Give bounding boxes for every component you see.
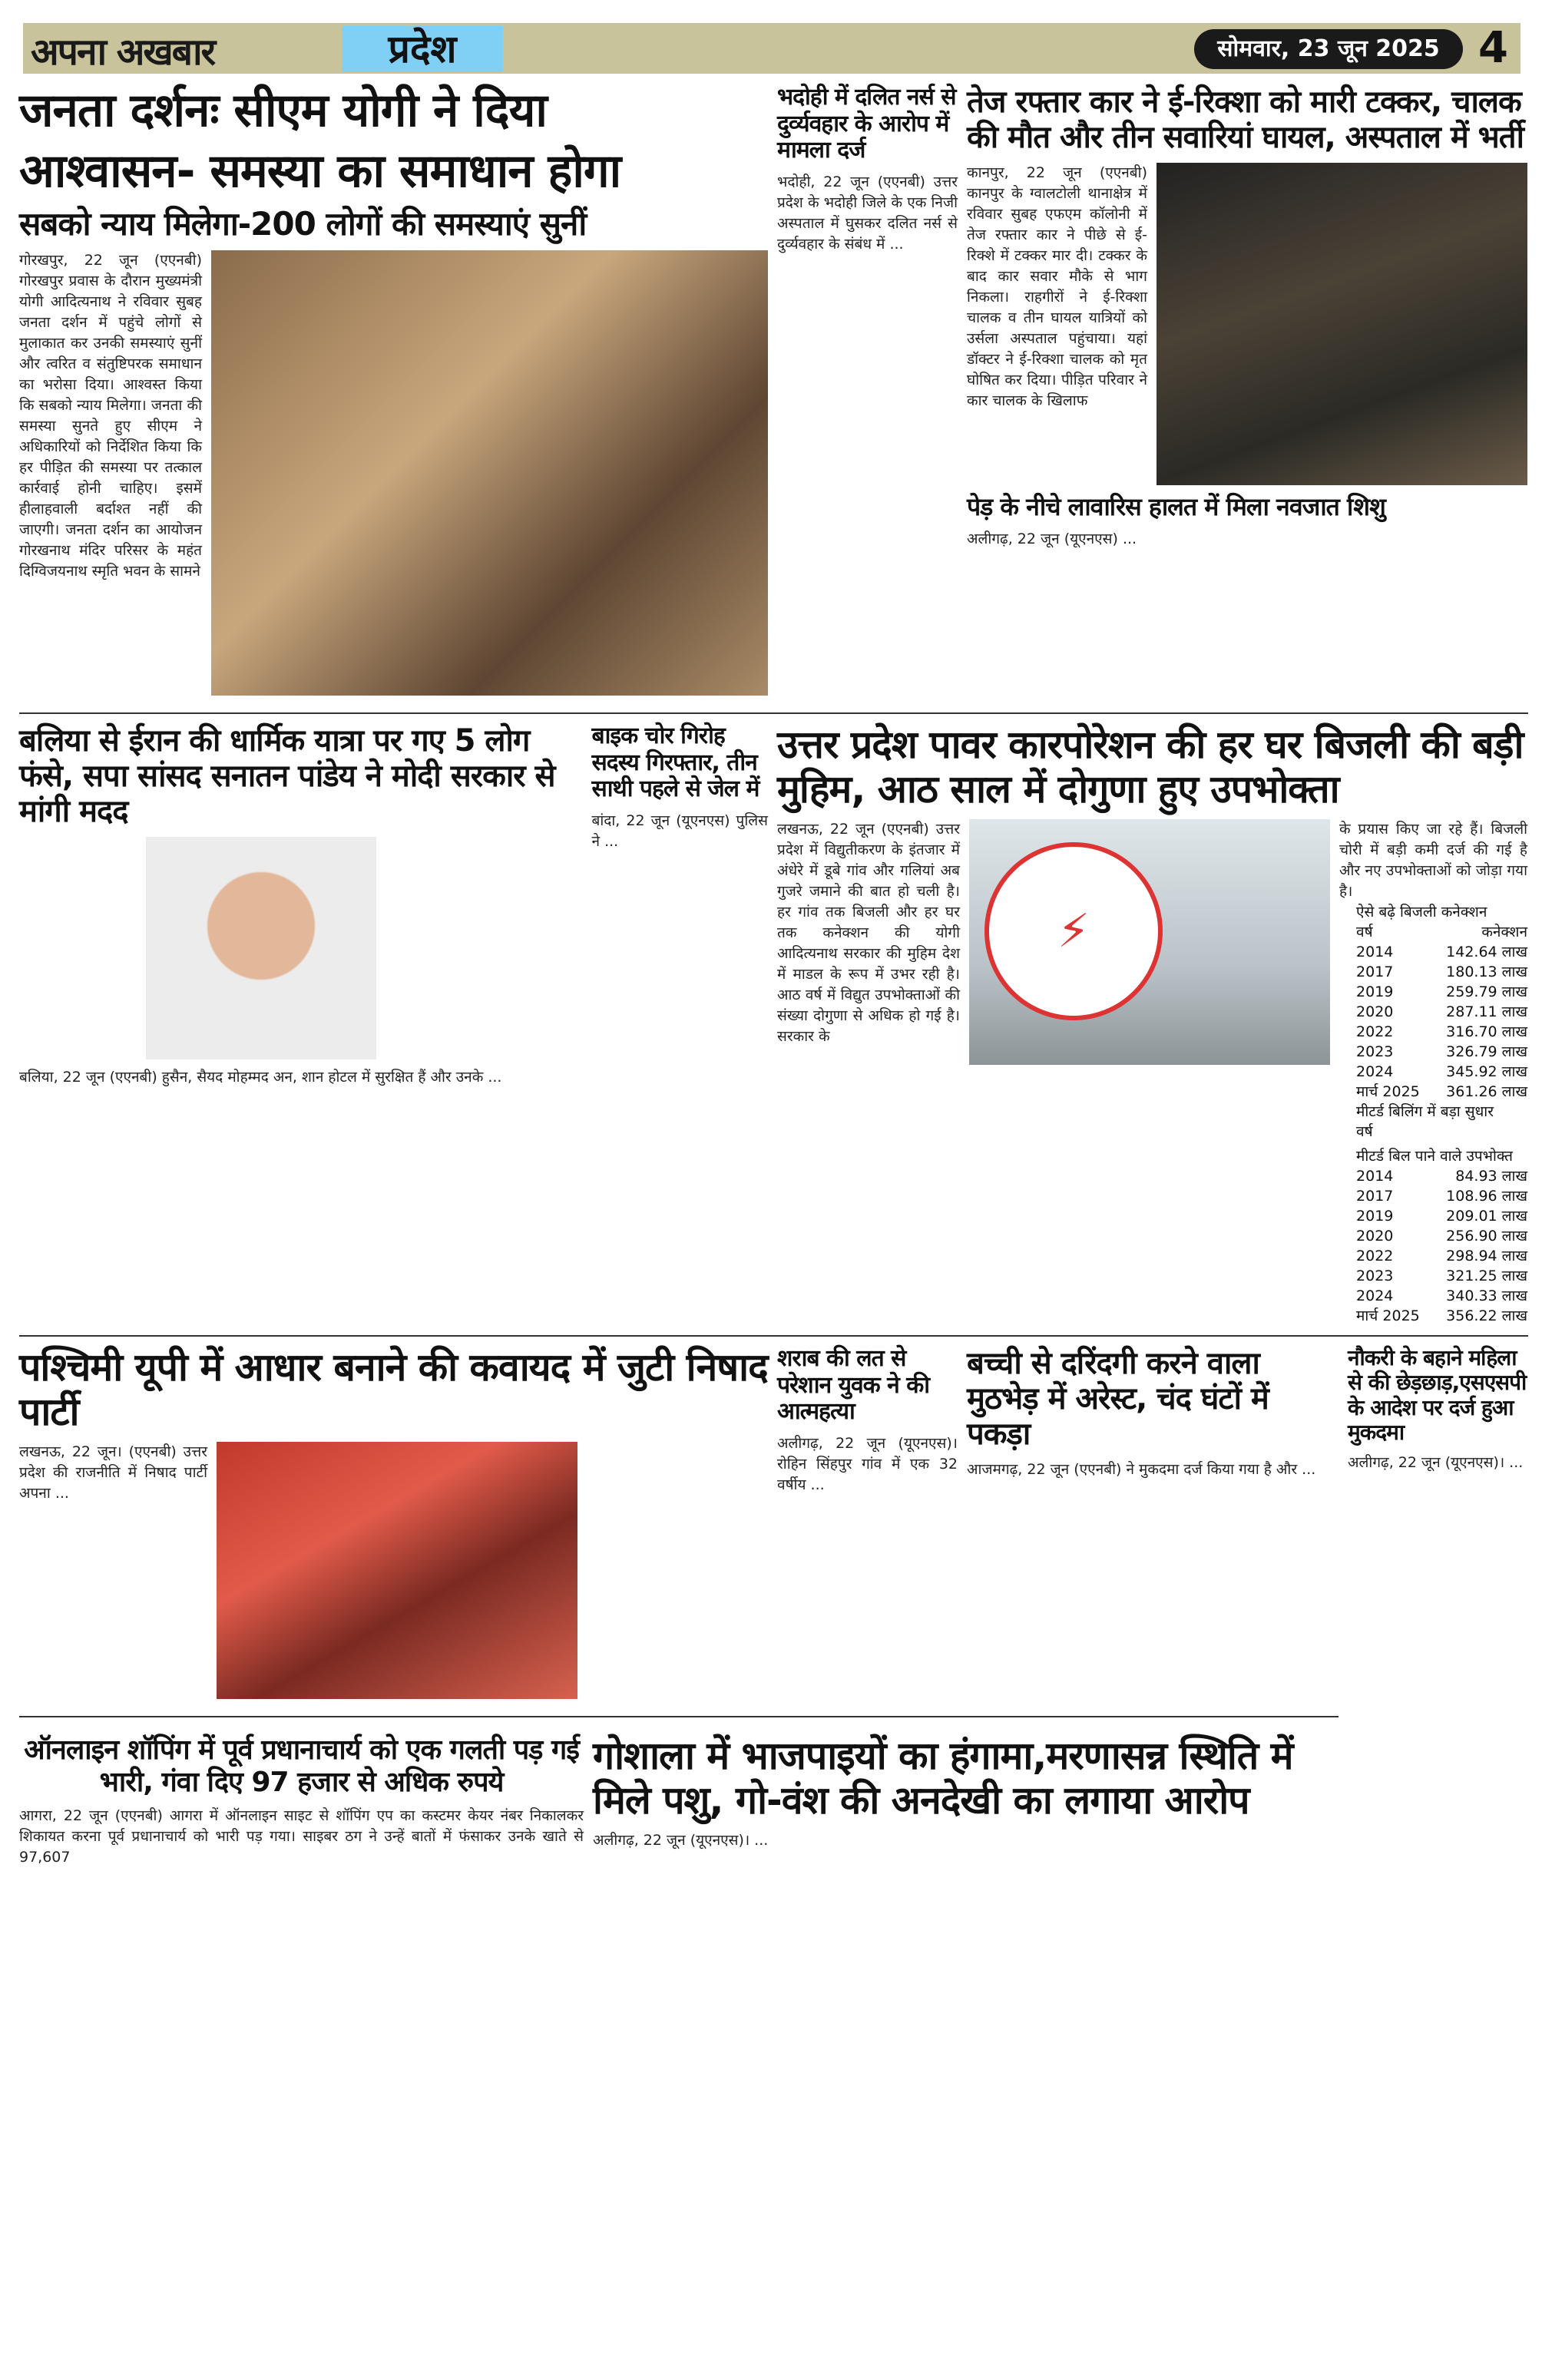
accident-photo xyxy=(1156,163,1527,485)
naukri-article xyxy=(1348,1346,1528,1473)
kanpur-body: कानपुर, 22 जून (एएनबी) कानपुर के ग्वालटोली थानाक्षेत्र में रविवार सुबह एफएम कॉलोनी में तेज रफ्तार कार ने पीछे से ई-रिक्शे में टक्कर मार दी। टक्कर के बाद कार सवार मौके से भाग निकला। राहगीरों ने ई-रिक्शा चालक व तीन घायल यात्रियों को उर्सला अस्पताल पहुंचाया। यहां डॉक्टर ने ई-रिक्शा चालक को मृत घोषित कर दिया। पीड़ित परिवार ने कार चालक के खिलाफ xyxy=(967,164,1147,409)
table-row xyxy=(1339,962,1527,982)
janta-subhead: सबको न्याय मिलेगा-200 लोगों की समस्याएं सुनीं xyxy=(19,205,587,243)
year-cell: 2020 xyxy=(1356,1003,1394,1021)
year-cell: 2024 xyxy=(1356,1063,1394,1081)
sharab-article xyxy=(777,1346,958,1496)
divider xyxy=(19,1335,1528,1337)
cm-janta-darshan-photo xyxy=(211,250,768,696)
bike-headline: बाइक चोर गिरोह सदस्य गिरफ्तार, तीन साथी पहले से जेल में xyxy=(591,722,759,803)
janta-headline-1: जनता दर्शनः सीएम योगी ने दिया xyxy=(19,84,547,137)
table2-col2: मीटर्ड बिल पाने वाले उपभोक्त xyxy=(1356,1148,1513,1165)
year-cell: 2019 xyxy=(1356,983,1394,1001)
power-body: लखनऊ, 22 जून (एएनबी) उत्तर प्रदेश में विद्युतीकरण के इंतजार में अंधेरे में डूबे गांव और गलियां अब गुजरे जमाने की बात हो चली है। हर गांव तक बिजली और हर घर तक कनेक्शन की योगी आदित्यनाथ सरकार की मुहिम देश में माडल के रूप में उभर रही है। आठ वर्ष में विद्युत उपभोक्ताओं की संख्या दोगुणा से अधिक हो गई है। सरकार के xyxy=(777,821,961,1046)
value-cell: 326.79 लाख xyxy=(1446,1043,1528,1061)
metered-billing-table xyxy=(1339,1166,1527,1326)
bacchi-article xyxy=(967,1346,1335,1480)
kanpur-headline: तेज रफ्तार कार ने ई-रिक्शा को मारी टक्कर, चालक की मौत और तीन सवारियां घायल, अस्पताल में भर्ती xyxy=(967,84,1524,155)
row-middle xyxy=(19,723,1528,1326)
value-cell: 256.90 लाख xyxy=(1446,1228,1528,1245)
bacchi-body: आजमगढ़, 22 जून (एएनबी) ने मुकदमा दर्ज किया गया है और ... xyxy=(967,1461,1316,1479)
year-cell: 2019 xyxy=(1356,1208,1394,1225)
shishu-headline: पेड़ के नीचे लावारिस हालत में मिला नवजात शिशु xyxy=(967,492,1385,521)
table-row xyxy=(1339,1206,1527,1226)
online-headline: ऑनलाइन शॉपिंग में पूर्व प्रधानाचार्य को एक गलती पड़ गई भारी, गंवा दिए 97 हजार से अधिक रुपये xyxy=(24,1734,579,1798)
connections-table xyxy=(1339,942,1527,1102)
goshala-headline: गोशाला में भाजपाइयों का हंगामा,मरणासन्न स्थिति में मिले पशु, गो-वंश की अनदेखी का लगाया आरोप xyxy=(593,1734,1293,1823)
ballia-body: बलिया, 22 जून (एएनबी) हुसैन, सैयद मोहम्मद अन, शान होटल में सुरक्षित हैं और उनके ... xyxy=(19,1069,502,1086)
uppcl-logo xyxy=(984,842,1163,1020)
naukri-headline: नौकरी के बहाने महिला से की छेड़छाड़,एसएसपी के आदेश पर दर्ज हुआ मुकदमा xyxy=(1348,1345,1527,1445)
power-side-intro: के प्रयास किए जा रहे हैं। बिजली चोरी में बड़ी कमी दर्ज की गई है और नए उपभोक्ताओं को जोड़ा गया है। xyxy=(1339,821,1528,901)
issue-date: सोमवार, 23 जून 2025 xyxy=(1194,29,1463,69)
goshala-article xyxy=(593,1734,1338,1851)
year-cell: 2017 xyxy=(1356,1188,1394,1205)
table-row xyxy=(1339,1266,1527,1286)
table-row xyxy=(1339,982,1527,1002)
bhadohi-article xyxy=(777,84,958,255)
sharab-headline: शराब की लत से परेशान युवक ने की आत्महत्या xyxy=(777,1345,930,1426)
nishad-article xyxy=(19,1346,768,1699)
year-cell: 2017 xyxy=(1356,964,1394,981)
year-cell: 2023 xyxy=(1356,1268,1394,1285)
naukri-body: अलीगढ़, 22 जून (यूएनएस)। ... xyxy=(1348,1454,1524,1472)
page-number: 4 xyxy=(1478,23,1508,73)
table-row xyxy=(1339,1286,1527,1306)
janta-headline-2: आश्वासन- समस्या का समाधान होगा xyxy=(19,144,621,198)
bike-body: बांदा, 22 जून (यूएनएस) पुलिस ने ... xyxy=(591,812,769,850)
table-row xyxy=(1339,942,1527,962)
table-row xyxy=(1339,1082,1527,1102)
table1-col1: वर्ष xyxy=(1356,924,1373,941)
sharab-body: अलीगढ़, 22 जून (यूएनएस)। रोहिन सिंहपुर गांव में एक 32 वर्षीय ... xyxy=(777,1434,958,1493)
table-row xyxy=(1339,1042,1527,1062)
online-article xyxy=(19,1734,584,1868)
nishad-rally-photo xyxy=(217,1442,577,1699)
year-cell: 2014 xyxy=(1356,1168,1394,1185)
bike-article xyxy=(591,723,768,852)
section-label: प्रदेश xyxy=(342,26,503,72)
table-row xyxy=(1339,1306,1527,1326)
table2-col1: वर्ष xyxy=(1356,1123,1373,1141)
value-cell: 316.70 लाख xyxy=(1446,1023,1528,1041)
table-row xyxy=(1339,1226,1527,1246)
mp-portrait-photo xyxy=(146,837,376,1059)
value-cell: 340.33 लाख xyxy=(1446,1288,1528,1305)
shishu-body: अलीगढ़, 22 जून (यूएनएस) ... xyxy=(967,530,1137,547)
year-cell: 2024 xyxy=(1356,1288,1394,1305)
bhadohi-headline: भदोही में दलित नर्स से दुर्व्यवहार के आरोप में मामला दर्ज xyxy=(777,84,956,164)
value-cell: 361.26 लाख xyxy=(1446,1083,1528,1101)
value-cell: 321.25 लाख xyxy=(1446,1268,1528,1285)
ballia-article xyxy=(19,723,582,1088)
year-cell: 2020 xyxy=(1356,1228,1394,1245)
value-cell: 356.22 लाख xyxy=(1446,1307,1528,1325)
divider xyxy=(19,1716,1338,1717)
divider xyxy=(19,712,1528,714)
table1-col2: कनेक्शन xyxy=(1481,924,1528,941)
table-row xyxy=(1339,1186,1527,1206)
value-cell: 209.01 लाख xyxy=(1446,1208,1528,1225)
value-cell: 84.93 लाख xyxy=(1455,1168,1528,1185)
uppcl-logo-mark: ⚡ xyxy=(1057,904,1090,959)
row-bottom xyxy=(19,1346,1528,1868)
value-cell: 180.13 लाख xyxy=(1446,964,1528,981)
ballia-headline: बलिया से ईरान की धार्मिक यात्रा पर गए 5 लोग फंसे, सपा सांसद सनातन पांडेय ने मोदी सरकार से मांगी मदद xyxy=(19,723,555,830)
nishad-headline: पश्चिमी यूपी में आधार बनाने की कवायद में जुटी निषाद पार्टी xyxy=(19,1345,768,1434)
power-article xyxy=(777,723,1528,1326)
row-top xyxy=(19,84,1528,703)
table-row xyxy=(1339,1246,1527,1266)
table-row xyxy=(1339,1166,1527,1186)
janta-body: गोरखपुर, 22 जून (एएनबी) गोरखपुर प्रवास के दौरान मुख्यमंत्री योगी आदित्यनाथ ने रविवार सुबह जनता दर्शन में पहुंचे लोगों से मुलाकात कर उनकी समस्याएं सुनीं और त्वरित व संतुष्टिपरक समाधान का भरोसा दिया। आश्वस्त किया कि सबको न्याय मिलेगा। जनता की समस्या सुनते हुए सीएम ने अधिकारियों को निर्देशित किया कि हर पीड़ित की समस्या पर तत्काल कार्रवाई होनी चाहिए। इसमें हीलाहवाली बर्दाश्त नहीं की जाएगी। जनता दर्शन का आयोजन गोरखनाथ मंदिर परिसर के महंत दिग्विजयनाथ स्मृति भवन के सामने xyxy=(19,252,202,580)
newspaper-name: अपना अखबार xyxy=(31,31,215,74)
bhadohi-body: भदोही, 22 जून (एएनबी) उत्तर प्रदेश के भदोही जिले के एक निजी अस्पताल में घुसकर दलित नर्स से दुर्व्यवहार के संबंध में ... xyxy=(777,173,958,253)
nishad-body: लखनऊ, 22 जून। (एएनबी) उत्तर प्रदेश की राजनीति में निषाद पार्टी अपना ... xyxy=(19,1443,207,1502)
value-cell: 108.96 लाख xyxy=(1446,1188,1528,1205)
value-cell: 345.92 लाख xyxy=(1446,1063,1528,1081)
power-headline: उत्तर प्रदेश पावर कारपोरेशन की हर घर बिजली की बड़ी मुहिम, आठ साल में दोगुणा हुए उपभोक्ता xyxy=(777,722,1524,812)
year-cell: 2014 xyxy=(1356,944,1394,961)
value-cell: 287.11 लाख xyxy=(1446,1003,1528,1021)
goshala-body: अलीगढ़, 22 जून (यूएनएस)। ... xyxy=(593,1832,769,1849)
power-stats xyxy=(1339,819,1527,1326)
table1-title: ऐसे बढ़े बिजली कनेक्शन xyxy=(1356,904,1487,921)
bacchi-headline: बच्ची से दरिंदगी करने वाला मुठभेड़ में अरेस्ट, चंद घंटों में पकड़ा xyxy=(967,1346,1269,1453)
value-cell: 259.79 लाख xyxy=(1446,983,1528,1001)
power-tower-photo xyxy=(969,819,1330,1065)
year-cell: 2022 xyxy=(1356,1248,1394,1265)
kanpur-article xyxy=(967,84,1527,550)
year-cell: मार्च 2025 xyxy=(1356,1307,1420,1325)
table-row xyxy=(1339,1002,1527,1022)
year-cell: 2022 xyxy=(1356,1023,1394,1041)
janta-article xyxy=(19,84,768,703)
year-cell: मार्च 2025 xyxy=(1356,1083,1420,1101)
table-row xyxy=(1339,1062,1527,1082)
table2-title: मीटर्ड बिलिंग में बड़ा सुधार xyxy=(1356,1103,1494,1121)
online-body: आगरा, 22 जून (एएनबी) आगरा में ऑनलाइन साइट से शॉपिंग एप का कस्टमर केयर नंबर निकालकर शिकायत करना पूर्व प्रधानाचार्य को भारी पड़ गया। साइबर ठग ने उन्हें बातों में फंसाकर उनके खाते से 97,607 xyxy=(19,1807,584,1866)
value-cell: 298.94 लाख xyxy=(1446,1248,1528,1265)
value-cell: 142.64 लाख xyxy=(1446,944,1528,961)
year-cell: 2023 xyxy=(1356,1043,1394,1061)
table-row xyxy=(1339,1022,1527,1042)
